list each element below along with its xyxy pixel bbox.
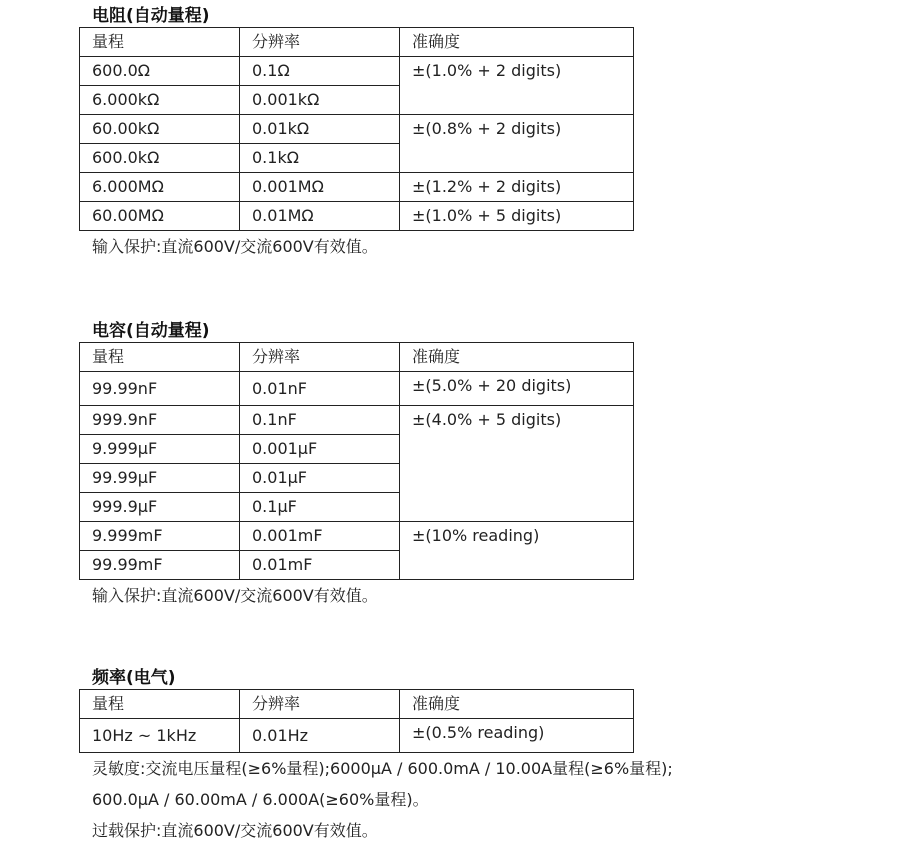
header-accuracy: 准确度 [400, 690, 634, 719]
input-protection-note: 输入保护:直流600V/交流600V有效值。 [92, 586, 378, 605]
resolution-cell: 0.01μF [240, 464, 400, 493]
input-protection-note: 输入保护:直流600V/交流600V有效值。 [92, 237, 378, 256]
frequency-table [79, 689, 634, 753]
range-cell: 99.99nF [80, 372, 240, 406]
resolution-cell: 0.01MΩ [240, 202, 400, 231]
header-resolution: 分辨率 [240, 28, 400, 57]
range-cell: 60.00kΩ [80, 115, 240, 144]
resolution-cell: 0.01nF [240, 372, 400, 406]
range-cell: 99.99mF [80, 551, 240, 580]
table-header-row [80, 28, 634, 57]
overload-protection-note: 过载保护:直流600V/交流600V有效值。 [92, 821, 378, 840]
resistance-table [79, 27, 634, 231]
accuracy-cell: ±(10% reading) [400, 522, 634, 580]
capacitance-table [79, 342, 634, 580]
table-row [80, 202, 634, 231]
resolution-cell: 0.1μF [240, 493, 400, 522]
resolution-cell: 0.1nF [240, 406, 400, 435]
frequency-section [80, 667, 673, 846]
range-cell: 99.99μF [80, 464, 240, 493]
range-cell: 10Hz ~ 1kHz [80, 719, 240, 753]
range-cell: 9.999μF [80, 435, 240, 464]
table-row [80, 522, 634, 551]
header-accuracy: 准确度 [400, 343, 634, 372]
range-cell: 999.9μF [80, 493, 240, 522]
range-cell: 600.0Ω [80, 57, 240, 86]
header-resolution: 分辨率 [240, 343, 400, 372]
accuracy-cell: ±(5.0% + 20 digits) [400, 372, 634, 406]
header-range: 量程 [80, 28, 240, 57]
range-cell: 6.000kΩ [80, 86, 240, 115]
accuracy-cell: ±(1.2% + 2 digits) [400, 173, 634, 202]
resolution-cell: 0.01kΩ [240, 115, 400, 144]
resolution-cell: 0.001mF [240, 522, 400, 551]
range-cell: 9.999mF [80, 522, 240, 551]
header-range: 量程 [80, 343, 240, 372]
range-cell: 60.00MΩ [80, 202, 240, 231]
resolution-cell: 0.001μF [240, 435, 400, 464]
sensitivity-note-continued: 600.0μA / 60.00mA / 6.000A(≥60%量程)。 [92, 790, 429, 809]
range-cell: 6.000MΩ [80, 173, 240, 202]
range-cell: 999.9nF [80, 406, 240, 435]
accuracy-cell: ±(4.0% + 5 digits) [400, 406, 634, 522]
resolution-cell: 0.1Ω [240, 57, 400, 86]
resolution-cell: 0.01mF [240, 551, 400, 580]
table-row [80, 406, 634, 435]
sensitivity-note: 灵敏度:交流电压量程(≥6%量程);6000μA / 600.0mA / 10.00A量程(≥6%量程); [92, 759, 673, 778]
resolution-cell: 0.001kΩ [240, 86, 400, 115]
resistance-section [80, 5, 634, 262]
accuracy-cell: ±(1.0% + 5 digits) [400, 202, 634, 231]
table-row [80, 372, 634, 406]
header-range: 量程 [80, 690, 240, 719]
header-accuracy: 准确度 [400, 28, 634, 57]
resistance-title: 电阻(自动量程) [92, 6, 210, 26]
header-resolution: 分辨率 [240, 690, 400, 719]
capacitance-section [80, 320, 634, 611]
resolution-cell: 0.001MΩ [240, 173, 400, 202]
accuracy-cell: ±(0.5% reading) [400, 719, 634, 753]
resolution-cell: 0.1kΩ [240, 144, 400, 173]
table-row [80, 719, 634, 753]
table-header-row [80, 690, 634, 719]
frequency-title: 频率(电气) [92, 668, 176, 688]
accuracy-cell: ±(0.8% + 2 digits) [400, 115, 634, 173]
table-row [80, 115, 634, 144]
table-row [80, 173, 634, 202]
range-cell: 600.0kΩ [80, 144, 240, 173]
table-header-row [80, 343, 634, 372]
resolution-cell: 0.01Hz [240, 719, 400, 753]
accuracy-cell: ±(1.0% + 2 digits) [400, 57, 634, 115]
capacitance-title: 电容(自动量程) [92, 321, 210, 341]
table-row [80, 57, 634, 86]
